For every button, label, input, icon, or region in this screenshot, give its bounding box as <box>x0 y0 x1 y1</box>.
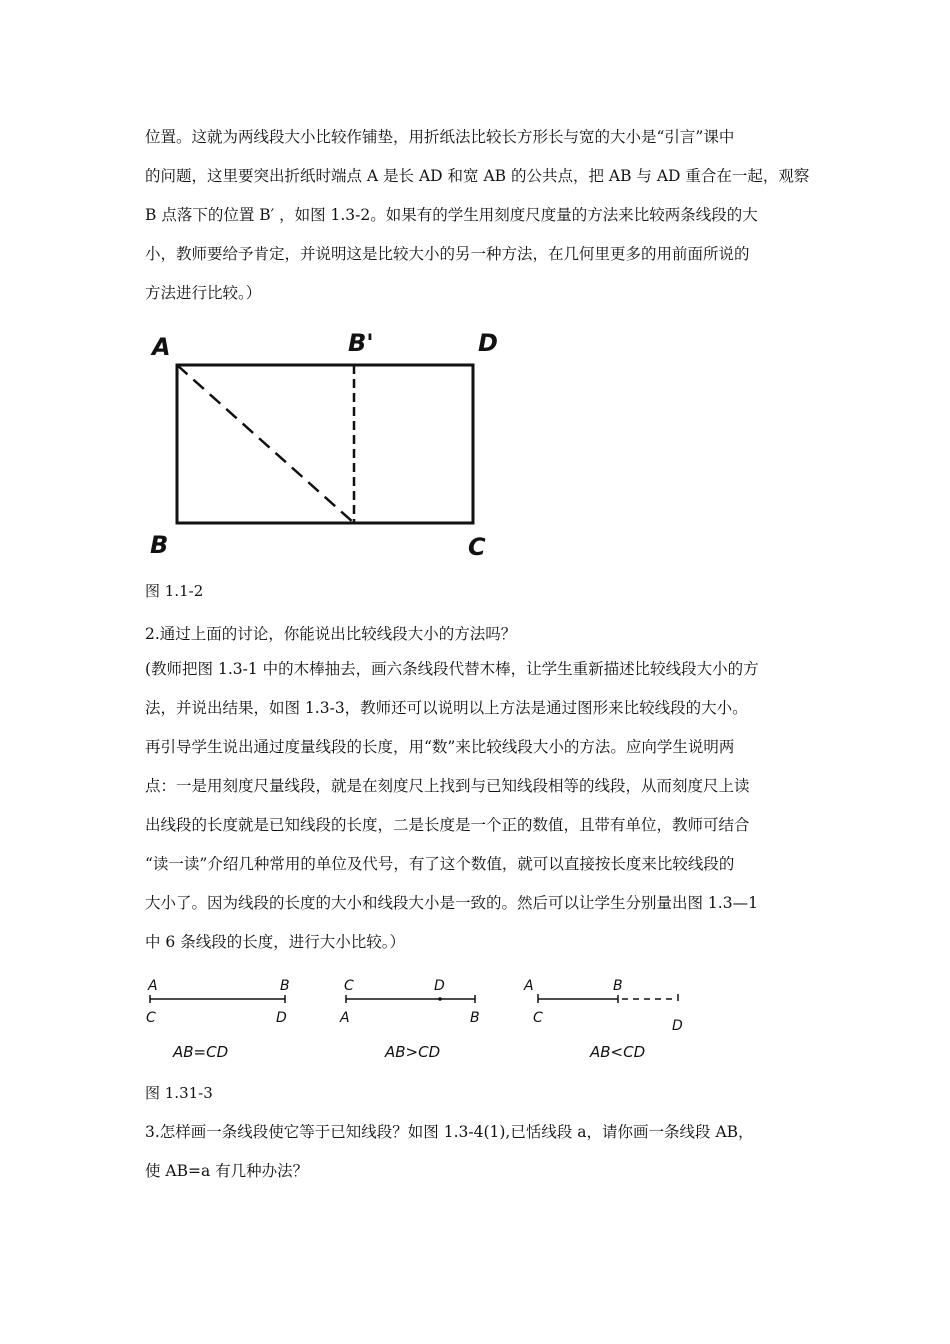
text-line: 使 AB=a 有几种办法？ <box>145 1162 309 1180</box>
figure1-caption: 图 1.1-2 <box>145 582 204 600</box>
label-b: B <box>150 531 169 559</box>
rectangle-abcd <box>177 365 473 523</box>
intro-paragraph <box>145 118 815 313</box>
label: A <box>524 978 534 994</box>
text-line: 点：一是用刻度尺量线段，就是在刻度尺上找到与已知线段相等的线段，从而刻度尺上读 <box>145 777 750 795</box>
point-d <box>438 997 442 1001</box>
text-line: 位置。这就为两线段大小比较作铺垫，用折纸法比较长方形长与宽的大小是“引言”课中 <box>145 128 735 146</box>
panel-less <box>523 978 683 1061</box>
question-2: 2.通过上面的讨论，你能说出比较线段大小的方法吗？ <box>145 625 517 643</box>
label: B <box>470 1010 480 1026</box>
label: B <box>613 978 623 994</box>
text-line: 大小了。因为线段的长度的大小和线段大小是一致的。然后可以让学生分别量出图 1.3—1 <box>145 894 758 912</box>
rectangle-fold-figure <box>140 325 520 565</box>
text-line: 小，教师要给予肯定，并说明这是比较大小的另一种方法，在几何里更多的用前面所说的 <box>145 245 750 263</box>
label: C <box>533 1010 543 1026</box>
text-line: 的问题，这里要突出折纸时端点 A 是长 AD 和宽 AB 的公共点，把 AB 与 AD 重合在一起，观察 <box>145 167 810 185</box>
label: D <box>434 978 445 994</box>
text-line: 3.怎样画一条线段使它等于已知线段？如图 1.3-4(1),已恬线段 a，请你画一条线段 AB， <box>145 1123 754 1141</box>
label-c: C <box>468 533 486 561</box>
question-3 <box>145 1113 815 1191</box>
label: C <box>146 1010 156 1026</box>
fold-line-dashed <box>177 365 354 523</box>
text-line: “读一读”介绍几种常用的单位及代号，有了这个数值，就可以直接按长度来比较线段的 <box>145 855 735 873</box>
text-line: (教师把图 1.3-1 中的木棒抽去，画六条线段代替木棒，让学生重新描述比较线段大小的方 <box>145 660 759 678</box>
label: A <box>340 1010 350 1026</box>
label: A <box>148 978 158 994</box>
label: D <box>672 1018 683 1034</box>
explanation-paragraph <box>145 650 815 962</box>
text-line: 再引导学生说出通过度量线段的长度，用“数”来比较线段大小的方法。应向学生说明两 <box>145 738 735 756</box>
panel-equal <box>146 978 290 1061</box>
label: D <box>276 1010 287 1026</box>
label-d: D <box>478 329 498 357</box>
panel-greater <box>339 978 480 1061</box>
relation-label: AB<CD <box>590 1043 646 1061</box>
text-line: 方法进行比较。） <box>145 284 262 302</box>
text-line: 中 6 条线段的长度，进行大小比较。） <box>145 933 405 951</box>
label: B <box>280 978 290 994</box>
relation-label: AB>CD <box>385 1043 441 1061</box>
relation-label: AB=CD <box>173 1043 229 1061</box>
text-line: 出线段的长度就是已知线段的长度，二是长度是一个正的数值，且带有单位，教师可结合 <box>145 816 750 834</box>
label-a: A <box>152 333 171 361</box>
label: C <box>344 978 354 994</box>
text-line: 法，并说出结果，如图 1.3-3，教师还可以说明以上方法是通过图形来比较线段的大小。 <box>145 699 748 717</box>
label-b-prime: B' <box>348 329 374 357</box>
text-line: B 点落下的位置 B′ ，如图 1.3-2。如果有的学生用刻度尺度量的方法来比较两条线段的大 <box>145 206 758 224</box>
figure2-caption: 图 1.31-3 <box>145 1084 213 1102</box>
segment-comparison-figure <box>140 970 700 1065</box>
